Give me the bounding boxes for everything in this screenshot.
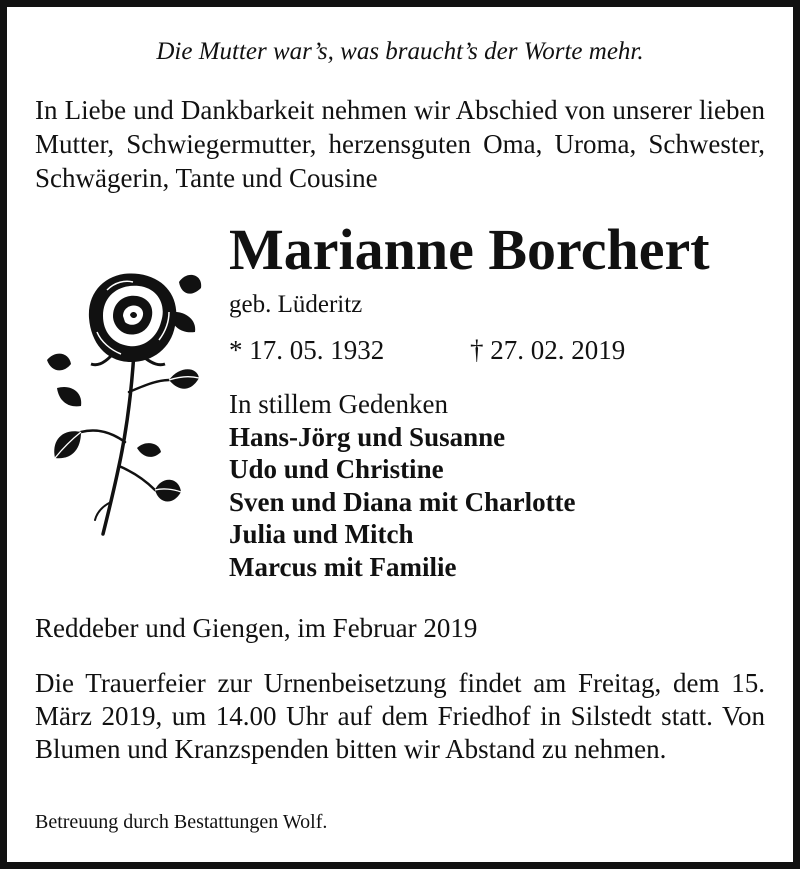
mourners-lead: In stillem Gedenken: [229, 389, 448, 419]
service-info: Die Trauerfeier zur Urnenbeisetzung findet am Freitag, dem 15. März 2019, um 14.00 Uhr auf dem Friedhof in Silstedt statt. Von Blumen und Kranzspenden bitten wir Abstand zu nehmen.: [35, 668, 765, 764]
death-date: † 27. 02. 2019: [470, 335, 626, 365]
mourner-name: Hans-Jörg und Susanne: [229, 421, 506, 452]
maiden-name: geb. Lüderitz: [229, 291, 363, 318]
motto: Die Mutter war’s, was braucht’s der Worte mehr.: [156, 38, 644, 65]
undertaker-note: Betreuung durch Bestattungen Wolf.: [35, 811, 328, 833]
intro-text: In Liebe und Dankbarkeit nehmen wir Abschied von unserer lieben Mutter, Schwiegermutter, herzensguten Oma, Uroma, Schwester, Schwägerin, Tante und Cousine: [35, 95, 765, 193]
life-dates: [229, 334, 626, 366]
rose-illustration: [41, 260, 203, 538]
mourner-name: Julia und Mitch: [229, 519, 414, 549]
mourner-name: Sven und Diana mit Charlotte: [229, 486, 576, 517]
birth-date: * 17. 05. 1932: [229, 335, 385, 365]
deceased-name: Marianne Borchert: [229, 217, 710, 282]
mourner-name: Udo und Christine: [229, 454, 444, 484]
mourners-block: [229, 388, 576, 583]
mourner-name: Marcus mit Familie: [229, 551, 457, 582]
place-and-date: Reddeber und Giengen, im Februar 2019: [35, 613, 478, 643]
